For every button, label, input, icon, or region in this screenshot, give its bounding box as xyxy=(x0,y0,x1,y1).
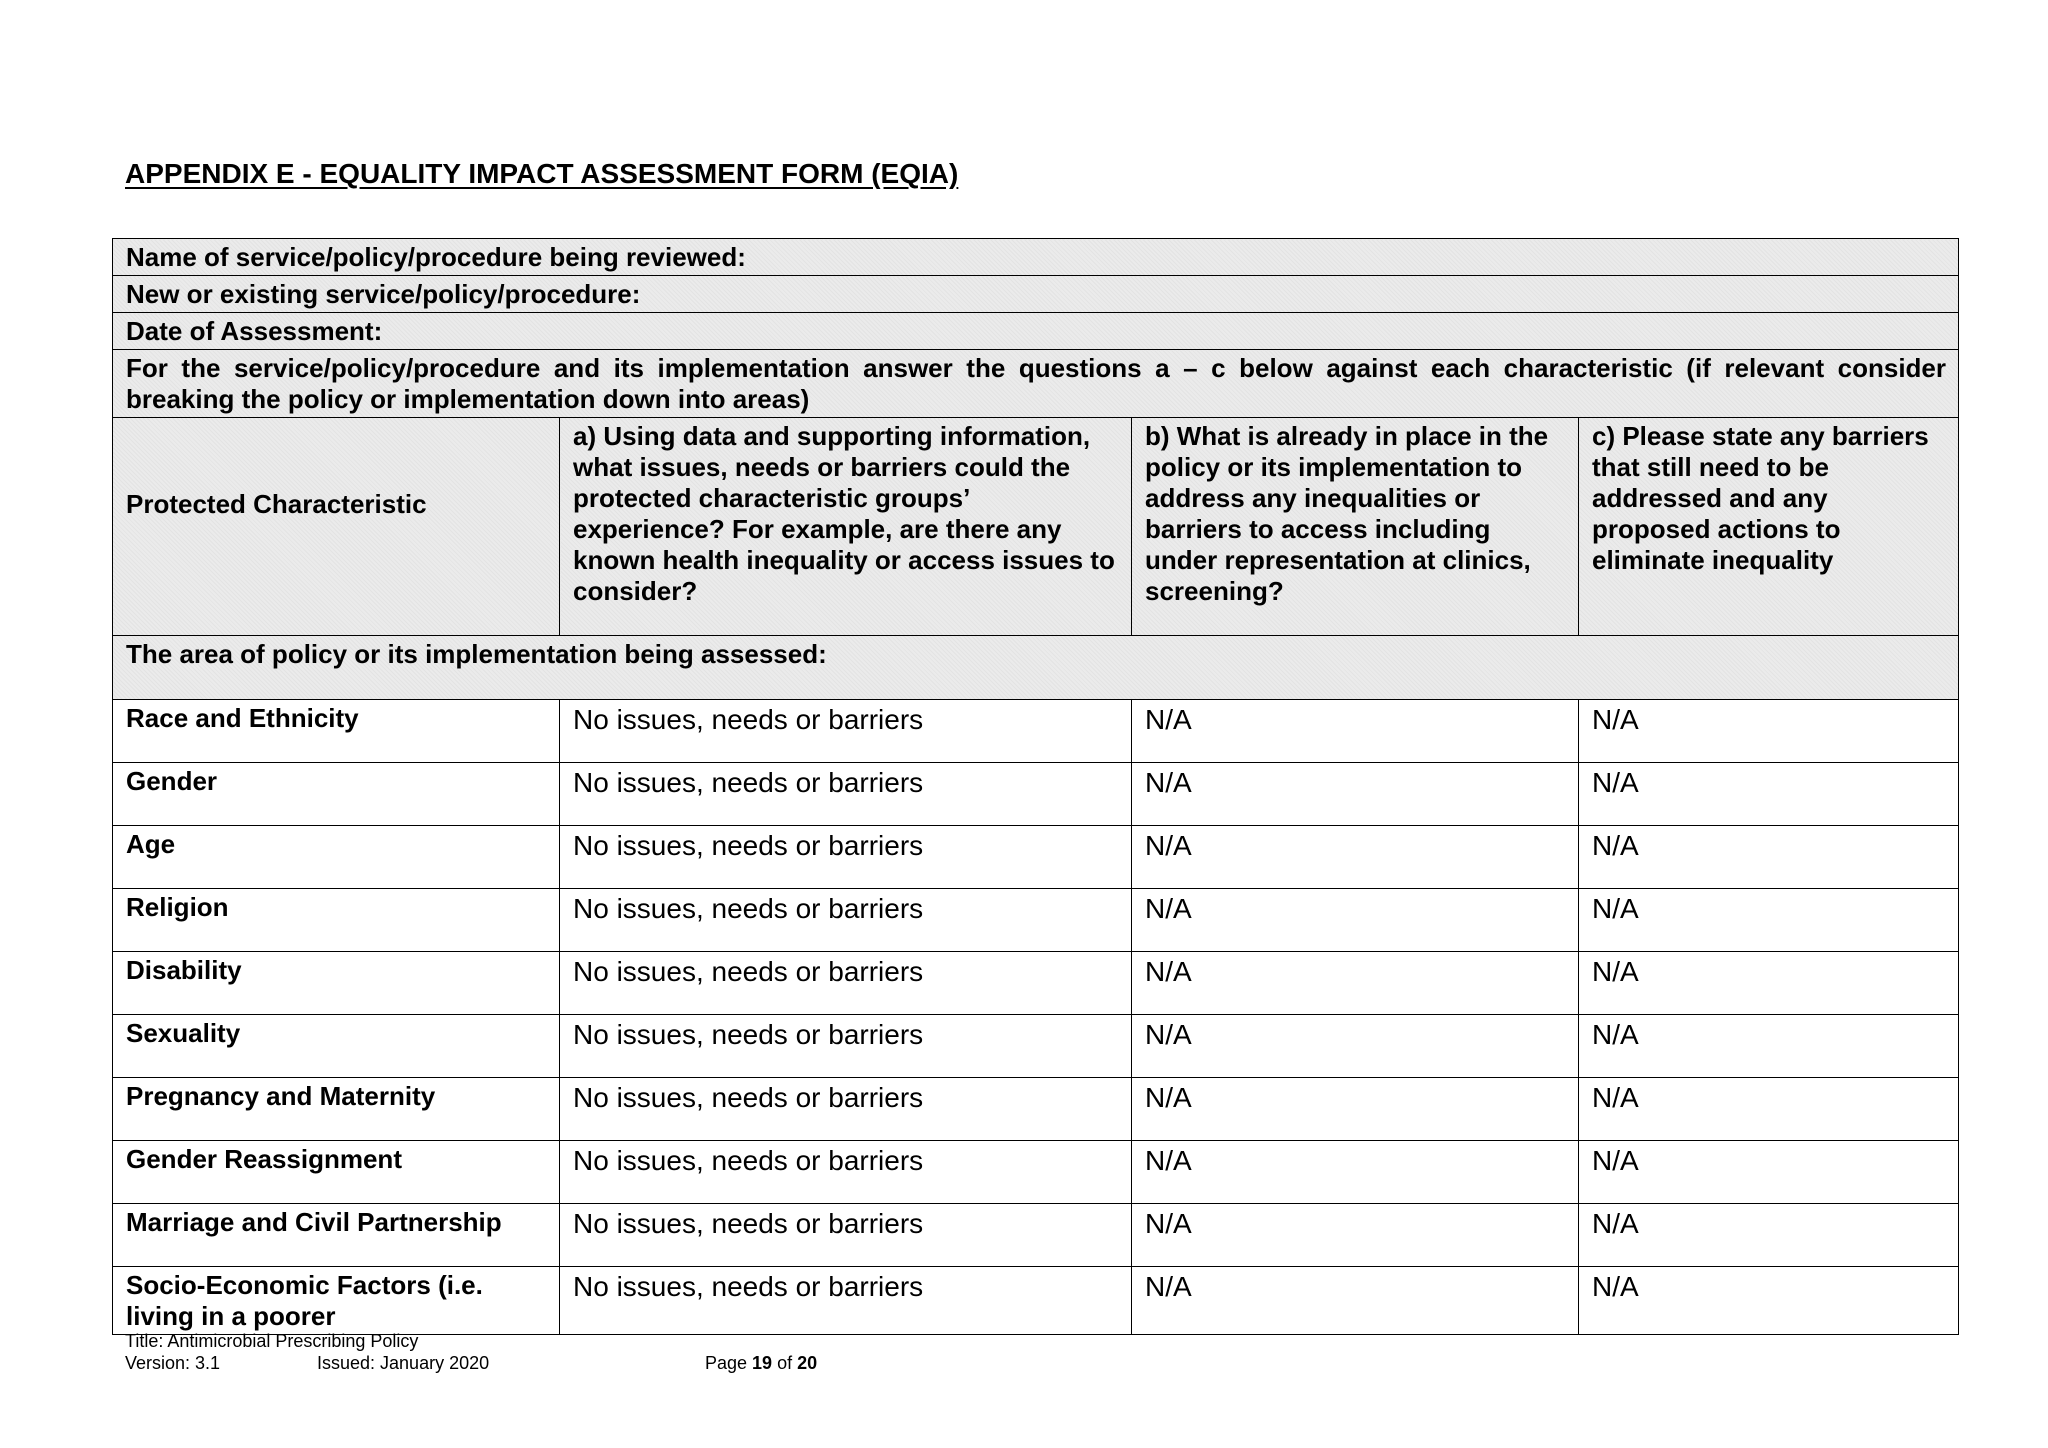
answer-a-cell: No issues, needs or barriers xyxy=(560,1141,1132,1204)
table-row xyxy=(113,700,1959,763)
answer-b-cell: N/A xyxy=(1132,1078,1579,1141)
answer-c-cell: N/A xyxy=(1579,889,1959,952)
characteristic-cell: Sexuality xyxy=(113,1015,560,1078)
answer-c-cell: N/A xyxy=(1579,1015,1959,1078)
characteristic-cell: Marriage and Civil Partnership xyxy=(113,1204,560,1267)
header-question-a: a) Using data and supporting information, what issues, needs or barriers could the protected characteristic groups’ experience? For example, are there any known health inequality or access issues to consider? xyxy=(560,418,1132,636)
header-question-c: c) Please state any barriers that still need to be addressed and any proposed actions to eliminate inequality xyxy=(1579,418,1959,636)
page-title: APPENDIX E - EQUALITY IMPACT ASSESSMENT FORM (EQIA) xyxy=(125,158,959,189)
characteristic-cell: Race and Ethnicity xyxy=(113,700,560,763)
answer-a-cell: No issues, needs or barriers xyxy=(560,1267,1132,1335)
header-question-b: b) What is already in place in the policy or its implementation to address any inequalities or barriers to access including under representation at clinics, screening? xyxy=(1132,418,1579,636)
answer-c-cell: N/A xyxy=(1579,952,1959,1015)
answer-c-cell: N/A xyxy=(1579,763,1959,826)
new-or-existing-label: New or existing service/policy/procedure: xyxy=(113,276,1959,313)
answer-c-cell: N/A xyxy=(1579,1204,1959,1267)
answer-b-cell: N/A xyxy=(1132,1267,1579,1335)
page-footer xyxy=(125,1330,818,1374)
answer-a-cell: No issues, needs or barriers xyxy=(560,889,1132,952)
answer-b-cell: N/A xyxy=(1132,1204,1579,1267)
assessment-date-label: Date of Assessment: xyxy=(113,313,1959,350)
table-row xyxy=(113,952,1959,1015)
table-row xyxy=(113,1267,1959,1335)
characteristic-cell: Socio-Economic Factors (i.e. living in a poorer xyxy=(113,1267,560,1335)
instructions: For the service/policy/procedure and its implementation answer the questions a – c below against each characteristic (if relevant consider breaking the policy or implementation down into areas) xyxy=(113,350,1959,418)
answer-b-cell: N/A xyxy=(1132,763,1579,826)
table-row xyxy=(113,1141,1959,1204)
footer-issued: Issued: January 2020 xyxy=(317,1353,490,1373)
answer-b-cell: N/A xyxy=(1132,826,1579,889)
characteristic-cell: Gender Reassignment xyxy=(113,1141,560,1204)
answer-c-cell: N/A xyxy=(1579,1141,1959,1204)
answer-a-cell: No issues, needs or barriers xyxy=(560,1078,1132,1141)
table-row xyxy=(113,1078,1959,1141)
answer-c-cell: N/A xyxy=(1579,1078,1959,1141)
answer-b-cell: N/A xyxy=(1132,700,1579,763)
eqia-form-table xyxy=(112,238,1959,1335)
characteristic-cell: Disability xyxy=(113,952,560,1015)
area-being-assessed-label: The area of policy or its implementation being assessed: xyxy=(113,636,1959,700)
table-row xyxy=(113,763,1959,826)
service-name-label: Name of service/policy/procedure being reviewed: xyxy=(113,239,1959,276)
answer-a-cell: No issues, needs or barriers xyxy=(560,1015,1132,1078)
header-protected-characteristic: Protected Characteristic xyxy=(113,418,560,636)
answer-b-cell: N/A xyxy=(1132,952,1579,1015)
table-row xyxy=(113,826,1959,889)
answer-b-cell: N/A xyxy=(1132,1015,1579,1078)
answer-c-cell: N/A xyxy=(1579,826,1959,889)
answer-a-cell: No issues, needs or barriers xyxy=(560,700,1132,763)
table-row xyxy=(113,1015,1959,1078)
answer-a-cell: No issues, needs or barriers xyxy=(560,763,1132,826)
answer-a-cell: No issues, needs or barriers xyxy=(560,952,1132,1015)
footer-page-number: Page 19 of 20 xyxy=(705,1353,818,1373)
answer-a-cell: No issues, needs or barriers xyxy=(560,1204,1132,1267)
answer-c-cell: N/A xyxy=(1579,700,1959,763)
characteristic-cell: Religion xyxy=(113,889,560,952)
answer-b-cell: N/A xyxy=(1132,889,1579,952)
footer-title: Title: Antimicrobial Prescribing Policy xyxy=(125,1331,419,1351)
characteristic-cell: Pregnancy and Maternity xyxy=(113,1078,560,1141)
characteristic-cell: Gender xyxy=(113,763,560,826)
answer-a-cell: No issues, needs or barriers xyxy=(560,826,1132,889)
characteristic-cell: Age xyxy=(113,826,560,889)
table-row xyxy=(113,889,1959,952)
footer-version: Version: 3.1 xyxy=(125,1353,221,1373)
answer-c-cell: N/A xyxy=(1579,1267,1959,1335)
header-row xyxy=(113,418,1959,636)
answer-b-cell: N/A xyxy=(1132,1141,1579,1204)
table-row xyxy=(113,1204,1959,1267)
